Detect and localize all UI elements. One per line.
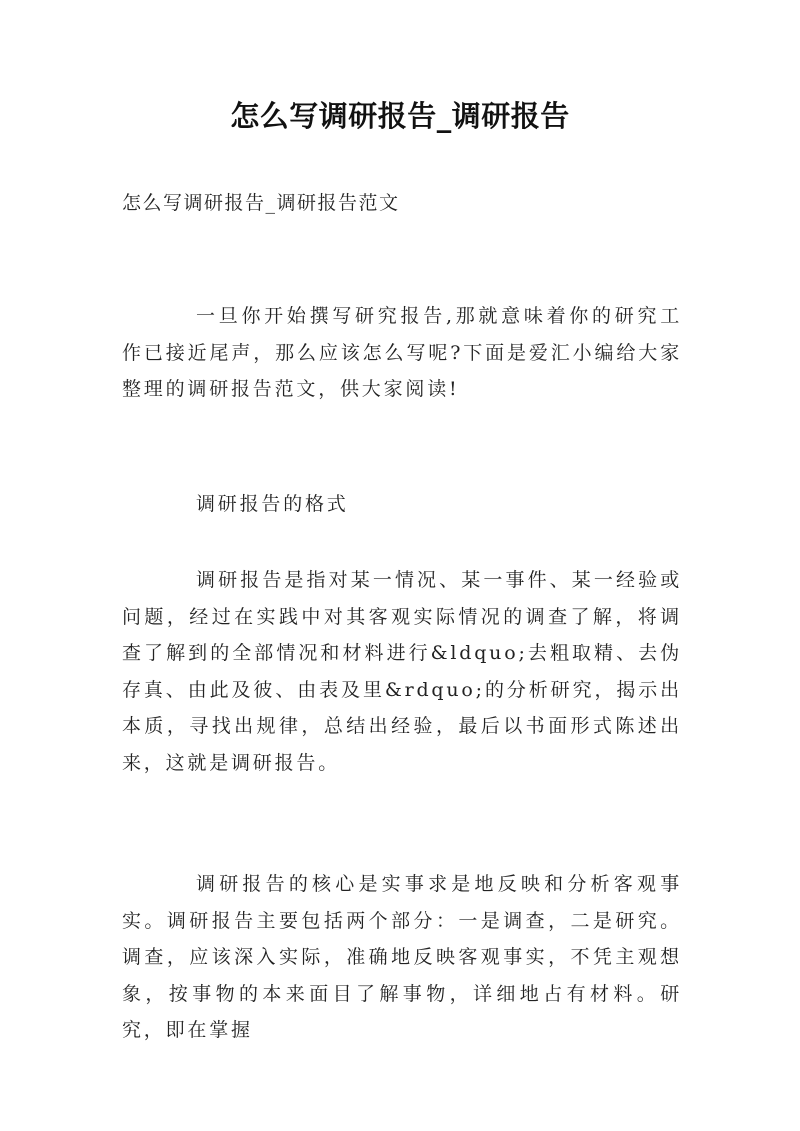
document-subtitle: 怎么写调研报告_调研报告范文 (122, 192, 400, 214)
intro-paragraph: 一旦你开始撰写研究报告,那就意味着你的研究工作已接近尾声，那么应该怎么写呢?下面是爱汇小编给大家整理的调研报告范文，供大家阅读! (122, 305, 682, 400)
definition-paragraph: 调研报告是指对某一情况、某一事件、某一经验或问题，经过在实践中对其客观实际情况的调查了解，将调查了解到的全部情况和材料进行&ldquo;去粗取精、去伪存真、由此及彼、由表及里&rdquo;的分析研究，揭示出本质，寻找出规律，总结出经验，最后以书面形式陈述出来，这就是调研报告。 (122, 569, 682, 774)
section-heading-format: 调研报告的格式 (196, 493, 349, 515)
document-title: 怎么写调研报告_调研报告 (230, 99, 570, 133)
core-paragraph: 调研报告的核心是实事求是地反映和分析客观事实。调研报告主要包括两个部分：一是调查，二是研究。调查，应该深入实际，准确地反映客观事实，不凭主观想象，按事物的本来面目了解事物，详细地占有材料。研究，即在掌握 (122, 873, 682, 1041)
